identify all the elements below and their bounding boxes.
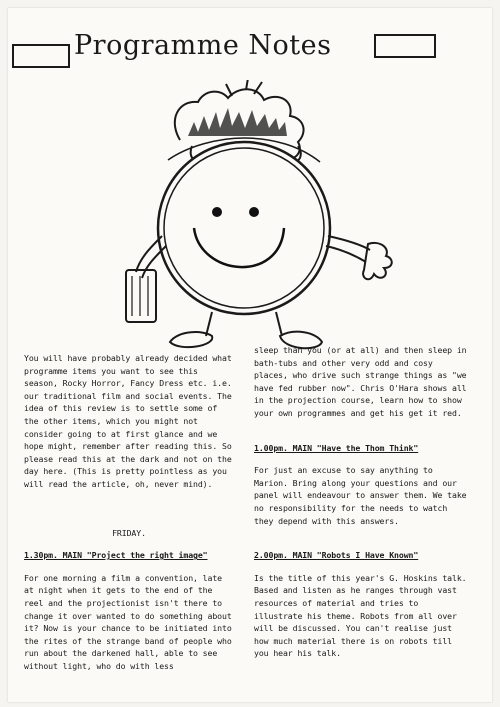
event-heading-project-right-image: 1.30pm. MAIN "Project the right image" [24,550,208,561]
title-decoration-box-right [374,34,436,58]
title-row [8,30,492,74]
left-column [24,352,234,672]
day-heading: FRIDAY. [112,527,146,538]
intro-paragraph: You will have probably already decided what programme items you want to see this season, Rocky Horror, Fancy Dress etc. i.e. our traditional film and social events. The idea of this review is to settle some of the other items, which you might not consider going to at first glance and we hope might, remember after reading this. So please read this at the dark and not on the day here. (This is pretty pointless as you will read the article, oh, never mind). [24,353,232,489]
page-title: Programme Notes [74,30,332,61]
event-heading-have-thom-think: 1.00pm. MAIN "Have the Thom Think" [254,442,419,453]
event-heading-robots-i-have-known: 2.00pm. MAIN "Robots I Have Known" [254,550,419,561]
programme-notes-page [8,8,492,702]
right-column [254,344,470,660]
event-body-have-thom-think: For just an excuse to say anything to Marion. Bring along your questions and our panel will endeavour to answer them. We take no responsibility for the needs to watch they depend with this answers. [254,465,467,526]
event-body-project-right-image: For one morning a film a convention, late at night when it gets to the end of the reel and the projectionist isn't there to change it over wanted to do something about it? Now is your chance to be initiated into the rites of the strange band of people who run about the darkened hall, able to see without light, who do with less [24,572,232,671]
event-body-robots-i-have-known: Is the title of this year's G. Hoskins talk. Based and listen as he ranges through vast resources of material and tries to illustrate his theme. Robots from all over will be discussed. You can't realise just how much material there is on robots till you hear his talk. [254,572,467,659]
title-decoration-box-left [12,44,70,68]
continued-paragraph: sleep than you (or at all) and then sleep in bath-tubs and other very odd and cosy places, who drive such strange things as "we have fed rubber now". Chris O'Hara shows all in the projection course, learn how to show your own programmes and get his get it red. [254,345,467,418]
smiley-mascot-illustration [108,80,398,360]
